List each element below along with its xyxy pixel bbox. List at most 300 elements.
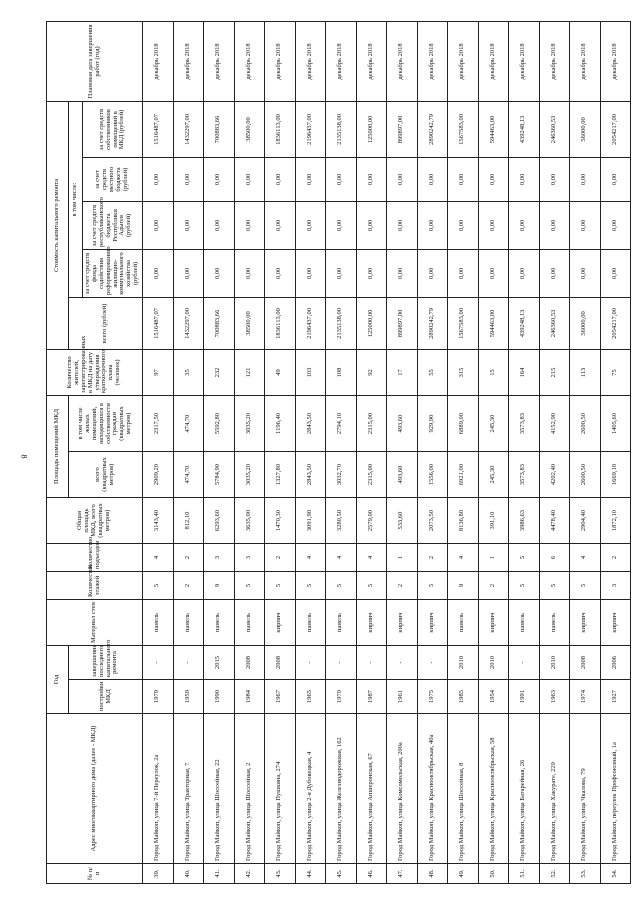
cell-num: 54. (600, 864, 631, 884)
cell-wall: кирпич (478, 600, 509, 646)
cell-fund: 0,00 (478, 249, 509, 297)
cell-owners: 700883,66 (204, 101, 235, 157)
cell-residents: 232 (204, 349, 235, 395)
cell-num: 53. (570, 864, 601, 884)
cell-total: 2196437,00 (295, 297, 326, 349)
cell-num: 43. (265, 864, 296, 884)
cell-repair: 2010 (448, 646, 479, 680)
cell-local: 0,00 (204, 157, 235, 201)
header-incl: в том числе: (69, 101, 83, 297)
header-num: № п/п (47, 864, 143, 884)
cell-deadline: декабрь 2018 (356, 21, 387, 101)
cell-prem-private: 1405,60 (600, 395, 631, 451)
cell-deadline: декабрь 2018 (295, 21, 326, 101)
cell-republic: 0,00 (143, 201, 174, 249)
cell-residents: 103 (295, 349, 326, 395)
cell-repair: - (509, 646, 540, 680)
cell-address: Город Майкоп, улица Краснооктябрьская, 40а (417, 714, 448, 864)
cell-local: 0,00 (143, 157, 174, 201)
table-row (448, 21, 479, 883)
header-cost-republic: за счет средств республиканского бюджета Республики Адыгея (рублей) (83, 201, 143, 249)
cell-prem-total: 1669,10 (600, 452, 631, 498)
cell-entrances: 2 (173, 544, 204, 572)
cell-local: 0,00 (387, 157, 418, 201)
cell-residents: 315 (448, 349, 479, 395)
cell-total: 246360,53 (539, 297, 570, 349)
cell-deadline: декабрь 2018 (387, 21, 418, 101)
cell-num: 52. (539, 864, 570, 884)
cell-prem-private: 5592,80 (204, 395, 235, 451)
cell-owners: 125000,00 (356, 101, 387, 157)
cell-republic: 0,00 (204, 201, 235, 249)
header-cost-total: всего (рублей) (69, 297, 143, 349)
cell-area: 1872,10 (600, 498, 631, 544)
cell-deadline: декабрь 2018 (234, 21, 265, 101)
cell-prem-total: 2600,50 (570, 452, 601, 498)
cell-prem-total: 4202,40 (539, 452, 570, 498)
cell-owners: 2196437,00 (295, 101, 326, 157)
cell-prem-private: 4152,90 (539, 395, 570, 451)
cell-area: 1470,30 (265, 498, 296, 544)
cell-owners: 899897,00 (387, 101, 418, 157)
cell-owners: 1432297,00 (173, 101, 204, 157)
cell-area: 3986,63 (509, 498, 540, 544)
cell-total: 594463,00 (478, 297, 509, 349)
cell-prem-total: 2909,20 (143, 452, 174, 498)
cell-area: 8136,80 (448, 498, 479, 544)
cell-wall: кирпич (387, 600, 418, 646)
cell-republic: 0,00 (234, 201, 265, 249)
cell-built: 1979 (143, 680, 174, 714)
cell-repair: - (295, 646, 326, 680)
cell-prem-total: 3032,70 (326, 452, 357, 498)
table-row (417, 21, 448, 883)
cell-area: 2073,50 (417, 498, 448, 544)
cell-entrances: 3 (204, 544, 235, 572)
cell-owners: 246360,53 (539, 101, 570, 157)
cell-area: 812,10 (173, 498, 204, 544)
header-year-built: постройки МКД (69, 680, 143, 714)
cell-total: 700883,66 (204, 297, 235, 349)
cell-area: 3280,50 (326, 498, 357, 544)
cell-wall: панель (173, 600, 204, 646)
cell-repair: 2006 (600, 646, 631, 680)
cell-prem-private: 2317,50 (143, 395, 174, 451)
cell-built: 1987 (356, 680, 387, 714)
cell-total: 1567583,00 (448, 297, 479, 349)
cell-wall: панель (143, 600, 174, 646)
cell-fund: 0,00 (326, 249, 357, 297)
cell-floors: 5 (326, 572, 357, 600)
cell-owners: 2054217,00 (600, 101, 631, 157)
cell-deadline: декабрь 2018 (478, 21, 509, 101)
cell-prem-total: 3035,20 (234, 452, 265, 498)
cell-residents: 92 (356, 349, 387, 395)
header-cost-local: за счет средств местного бюджета (рублей) (83, 157, 143, 201)
cell-local: 0,00 (173, 157, 204, 201)
cell-floors: 5 (417, 572, 448, 600)
cell-prem-total: 493,60 (387, 452, 418, 498)
cell-built: 1965 (295, 680, 326, 714)
cell-repair: - (356, 646, 387, 680)
cell-total: 2054217,00 (600, 297, 631, 349)
cell-entrances: 4 (570, 544, 601, 572)
cell-floors: 5 (295, 572, 326, 600)
cell-address: Город Майкоп, улица Пушкина, 274 (265, 714, 296, 864)
cell-address: Город Майкоп, улица 2-я Дубовецкая, 4 (295, 714, 326, 864)
cell-floors: 2 (387, 572, 418, 600)
cell-residents: 164 (509, 349, 540, 395)
cell-prem-total: 245,30 (478, 452, 509, 498)
header-premises-group: Площадь помещений МКД (47, 395, 69, 497)
cell-built: 1990 (204, 680, 235, 714)
cell-fund: 0,00 (265, 249, 296, 297)
cell-fund: 0,00 (204, 249, 235, 297)
cell-prem-private: 493,60 (387, 395, 418, 451)
table-row (204, 21, 235, 883)
cell-address: Город Майкоп, улица Шоссейная, 8 (448, 714, 479, 864)
header-floors: Количество этажей (47, 572, 143, 600)
cell-local: 0,00 (448, 157, 479, 201)
cell-address: Город Майкоп, улица Тракторная, 7 (173, 714, 204, 864)
cell-num: 48. (417, 864, 448, 884)
cell-fund: 0,00 (387, 249, 418, 297)
cell-total: 2135138,00 (326, 297, 357, 349)
cell-total: 56000,00 (570, 297, 601, 349)
table-row (143, 21, 174, 883)
cell-repair: 2010 (539, 646, 570, 680)
table-row (173, 21, 204, 883)
cell-total: 38500,00 (234, 297, 265, 349)
cell-floors: 5 (539, 572, 570, 600)
cell-owners: 2135138,00 (326, 101, 357, 157)
table-row (570, 21, 601, 883)
cell-entrances: 4 (448, 544, 479, 572)
cell-republic: 0,00 (265, 201, 296, 249)
cell-fund: 0,00 (356, 249, 387, 297)
cell-num: 49. (448, 864, 479, 884)
cell-address: Город Майкоп, улица 7-й Переулок, 2а (143, 714, 174, 864)
cell-floors: 5 (234, 572, 265, 600)
table-row (295, 21, 326, 883)
cell-repair: 2010 (478, 646, 509, 680)
cell-built: 1963 (539, 680, 570, 714)
cell-local: 0,00 (600, 157, 631, 201)
cell-address: Город Майкоп, улица Краснооктябрьская, 58 (478, 714, 509, 864)
cell-local: 0,00 (417, 157, 448, 201)
cell-entrances: 3 (234, 544, 265, 572)
cell-num: 45. (326, 864, 357, 884)
cell-built: 1927 (600, 680, 631, 714)
cell-num: 47. (387, 864, 418, 884)
cell-built: 1954 (478, 680, 509, 714)
cell-repair: - (417, 646, 448, 680)
cell-total: 899897,00 (387, 297, 418, 349)
header-total-area: Общая площадь МКД, всего (квадратных метров) (47, 498, 143, 544)
cell-floors: 2 (478, 572, 509, 600)
cell-owners: 56000,00 (570, 101, 601, 157)
cell-prem-total: 3573,83 (509, 452, 540, 498)
cell-republic: 0,00 (326, 201, 357, 249)
cell-residents: 113 (570, 349, 601, 395)
cell-republic: 0,00 (173, 201, 204, 249)
cell-built: 1970 (326, 680, 357, 714)
cell-total: 125000,00 (356, 297, 387, 349)
cell-floors: 5 (509, 572, 540, 600)
cell-deadline: декабрь 2018 (265, 21, 296, 101)
cell-floors: 3 (600, 572, 631, 600)
cell-prem-private: 2600,50 (570, 395, 601, 451)
table-row (387, 21, 418, 883)
cell-prem-private: 2794,10 (326, 395, 357, 451)
cell-republic: 0,00 (448, 201, 479, 249)
cell-wall: панель (295, 600, 326, 646)
cell-floors: 9 (204, 572, 235, 600)
cell-republic: 0,00 (570, 201, 601, 249)
cell-deadline: декабрь 2018 (143, 21, 174, 101)
cell-prem-total: 6921,00 (448, 452, 479, 498)
cell-address: Город Майкоп, улица Хакурате, 229 (539, 714, 570, 864)
cell-deadline: декабрь 2018 (570, 21, 601, 101)
cell-floors: 5 (356, 572, 387, 600)
cell-residents: 17 (387, 349, 418, 395)
header-residents: Количество жителей, зарегистрированных в МКД на дату утверждения краткосрочного плана (человек) (47, 349, 143, 395)
cell-floors: 9 (448, 572, 479, 600)
cell-total: 1516487,07 (143, 297, 174, 349)
cell-residents: 35 (173, 349, 204, 395)
table-body (143, 21, 631, 883)
cell-deadline: декабрь 2018 (448, 21, 479, 101)
cell-owners: 1567583,00 (448, 101, 479, 157)
header-year-group: Год (47, 646, 69, 714)
cell-prem-private: 3573,83 (509, 395, 540, 451)
cell-prem-private: 929,90 (417, 395, 448, 451)
cell-built: 1991 (509, 680, 540, 714)
cell-local: 0,00 (509, 157, 540, 201)
cell-wall: кирпич (265, 600, 296, 646)
rotated-table-container (46, 22, 631, 884)
cell-total: 2890242,79 (417, 297, 448, 349)
cell-residents: 108 (326, 349, 357, 395)
cell-entrances: 4 (143, 544, 174, 572)
cell-address: Город Майкоп, улица Комсомольская, 200а (387, 714, 418, 864)
cell-fund: 0,00 (143, 249, 174, 297)
cell-address: Город Майкоп, улица Чкалова, 79 (570, 714, 601, 864)
cell-wall: панель (539, 600, 570, 646)
cell-republic: 0,00 (417, 201, 448, 249)
cell-repair: 2015 (204, 646, 235, 680)
cell-prem-private: 3035,20 (234, 395, 265, 451)
cell-floors: 5 (570, 572, 601, 600)
cell-wall: панель (326, 600, 357, 646)
cell-wall: панель (448, 600, 479, 646)
cell-area: 2579,00 (356, 498, 387, 544)
page-number: 8 (19, 454, 29, 459)
cell-area: 2904,40 (570, 498, 601, 544)
cell-owners: 439248,13 (509, 101, 540, 157)
cell-owners: 2890242,79 (417, 101, 448, 157)
cell-residents: 215 (539, 349, 570, 395)
cell-residents: 55 (417, 349, 448, 395)
capital-repair-table (46, 21, 631, 884)
cell-prem-private: 6889,00 (448, 395, 479, 451)
cell-local: 0,00 (265, 157, 296, 201)
cell-local: 0,00 (234, 157, 265, 201)
header-cost-owners: за счет средств собственников помещений в МКД (рублей) (83, 101, 143, 157)
cell-wall: панель (509, 600, 540, 646)
header-premises-total: всего (квадратных метров) (69, 452, 143, 498)
cell-entrances: 4 (356, 544, 387, 572)
cell-wall: панель (204, 600, 235, 646)
header-premises-private: в том числе жилых помещений, находящихся в собственности граждан (квадратных метров) (69, 395, 143, 451)
cell-deadline: декабрь 2018 (173, 21, 204, 101)
cell-total: 439248,13 (509, 297, 540, 349)
cell-wall: панель (234, 600, 265, 646)
table-row (326, 21, 357, 883)
cell-wall: кирпич (356, 600, 387, 646)
cell-fund: 0,00 (539, 249, 570, 297)
cell-owners: 1516487,07 (143, 101, 174, 157)
cell-prem-total: 2315,00 (356, 452, 387, 498)
cell-deadline: декабрь 2018 (509, 21, 540, 101)
cell-address: Город Майкоп, улица Батарейная, 26 (509, 714, 540, 864)
cell-republic: 0,00 (387, 201, 418, 249)
cell-num: 50. (478, 864, 509, 884)
cell-num: 41. (204, 864, 235, 884)
header-cost-fund: за счет средств фонда содействия реформированию жилищно-коммунального хозяйства (рублей) (83, 249, 143, 297)
cell-fund: 0,00 (234, 249, 265, 297)
cell-area: 391,10 (478, 498, 509, 544)
header-entrances: Количество подъездов (47, 544, 143, 572)
cell-wall: кирпич (600, 600, 631, 646)
cell-built: 1975 (417, 680, 448, 714)
header-cost-group: Стоимость капитального ремонта (47, 101, 69, 349)
table-row (509, 21, 540, 883)
cell-floors: 5 (143, 572, 174, 600)
cell-local: 0,00 (356, 157, 387, 201)
cell-residents: 75 (600, 349, 631, 395)
cell-republic: 0,00 (356, 201, 387, 249)
cell-repair: - (173, 646, 204, 680)
table-row (478, 21, 509, 883)
cell-total: 1836113,00 (265, 297, 296, 349)
cell-prem-private: 2843,50 (295, 395, 326, 451)
cell-address: Город Майкоп, улица Железнодорожная, 162 (326, 714, 357, 864)
cell-deadline: декабрь 2018 (326, 21, 357, 101)
cell-repair: 2008 (265, 646, 296, 680)
cell-residents: 49 (265, 349, 296, 395)
cell-republic: 0,00 (478, 201, 509, 249)
cell-area: 3091,90 (295, 498, 326, 544)
cell-deadline: декабрь 2018 (417, 21, 448, 101)
cell-entrances: 2 (417, 544, 448, 572)
cell-num: 42. (234, 864, 265, 884)
cell-num: 39. (143, 864, 174, 884)
cell-built: 1985 (448, 680, 479, 714)
cell-wall: кирпич (417, 600, 448, 646)
cell-prem-total: 474,70 (173, 452, 204, 498)
cell-num: 44. (295, 864, 326, 884)
cell-total: 1432297,00 (173, 297, 204, 349)
cell-fund: 0,00 (295, 249, 326, 297)
cell-built: 1967 (265, 680, 296, 714)
cell-republic: 0,00 (295, 201, 326, 249)
cell-owners: 1836113,00 (265, 101, 296, 157)
cell-num: 40. (173, 864, 204, 884)
header-wall: Материал стен (47, 600, 143, 646)
cell-repair: - (326, 646, 357, 680)
cell-repair: - (387, 646, 418, 680)
cell-area: 3635,00 (234, 498, 265, 544)
cell-address: Город Майкоп, переулок Профсоюзный, 1а (600, 714, 631, 864)
cell-entrances: 6 (539, 544, 570, 572)
cell-fund: 0,00 (509, 249, 540, 297)
cell-deadline: декабрь 2018 (600, 21, 631, 101)
cell-address: Город Майкоп, улица Шоссейная, 2 (234, 714, 265, 864)
table-row (600, 21, 631, 883)
cell-entrances: 1 (387, 544, 418, 572)
cell-entrances: 4 (295, 544, 326, 572)
cell-entrances: 4 (326, 544, 357, 572)
cell-local: 0,00 (539, 157, 570, 201)
cell-wall: кирпич (570, 600, 601, 646)
cell-local: 0,00 (295, 157, 326, 201)
cell-repair: 2008 (570, 646, 601, 680)
cell-prem-private: 474,70 (173, 395, 204, 451)
cell-prem-private: 2315,00 (356, 395, 387, 451)
cell-local: 0,00 (478, 157, 509, 201)
cell-residents: 97 (143, 349, 174, 395)
cell-residents: 15 (478, 349, 509, 395)
cell-num: 46. (356, 864, 387, 884)
cell-republic: 0,00 (509, 201, 540, 249)
cell-built: 1961 (387, 680, 418, 714)
cell-entrances: 1 (478, 544, 509, 572)
cell-area: 6293,60 (204, 498, 235, 544)
cell-area: 3143,40 (143, 498, 174, 544)
cell-built: 1974 (570, 680, 601, 714)
header-address: Адрес многоквартирного дома (далее - МКД) (47, 714, 143, 864)
cell-prem-total: 5784,90 (204, 452, 235, 498)
cell-prem-total: 1327,80 (265, 452, 296, 498)
table-row (234, 21, 265, 883)
cell-fund: 0,00 (417, 249, 448, 297)
cell-entrances: 2 (600, 544, 631, 572)
cell-prem-total: 1556,00 (417, 452, 448, 498)
cell-owners: 38500,00 (234, 101, 265, 157)
cell-owners: 594463,00 (478, 101, 509, 157)
cell-residents: 121 (234, 349, 265, 395)
table-row (356, 21, 387, 883)
cell-fund: 0,00 (570, 249, 601, 297)
cell-area: 4478,40 (539, 498, 570, 544)
cell-built: 1984 (234, 680, 265, 714)
cell-built: 1959 (173, 680, 204, 714)
cell-repair: 2008 (234, 646, 265, 680)
cell-deadline: декабрь 2018 (539, 21, 570, 101)
cell-republic: 0,00 (600, 201, 631, 249)
cell-floors: 2 (173, 572, 204, 600)
cell-prem-private: 1196,40 (265, 395, 296, 451)
table-row (539, 21, 570, 883)
cell-local: 0,00 (570, 157, 601, 201)
cell-repair: - (143, 646, 174, 680)
cell-floors: 5 (265, 572, 296, 600)
cell-republic: 0,00 (539, 201, 570, 249)
cell-prem-private: 245,30 (478, 395, 509, 451)
header-deadline: Плановая дата завершения работ (год) (47, 21, 143, 101)
cell-fund: 0,00 (173, 249, 204, 297)
